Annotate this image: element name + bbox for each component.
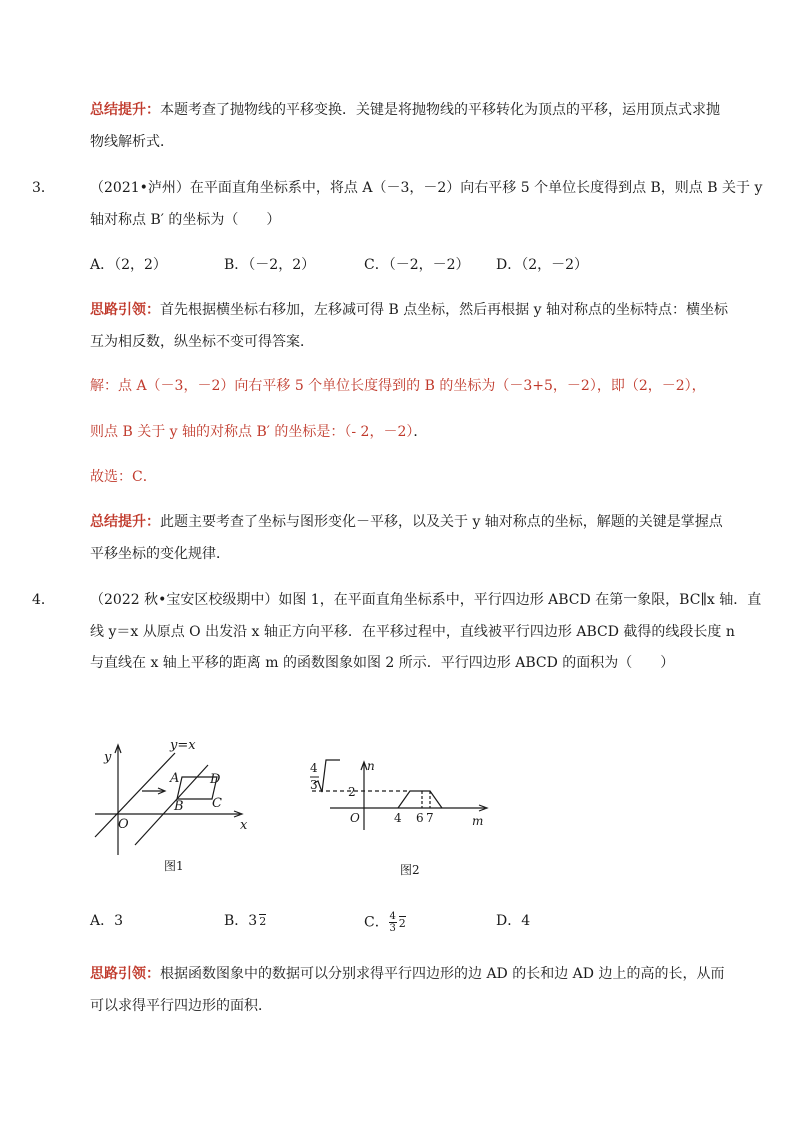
m-axis-label: m [472,814,484,828]
point-a-label: A [170,771,180,786]
fraction-denominator: 3 [389,923,396,934]
question-4-number: 4． [32,592,55,608]
question-4-stem-line-3: 与直线在 x 轴上平移的距离 m 的函数图象如图 2 所示．平行四边形 ABCD 的面积为（ ） [90,655,675,671]
hint-text: 根据函数图象中的数据可以分别求得平行四边形的边 AD 的长和边 AD 边上的高的长，从而 [160,966,725,982]
tick-label-6: 6 [416,811,424,825]
solution-period: ． [413,424,428,440]
option-c-prefix: C． [364,914,389,931]
q4-option-d: D．4 [496,913,531,929]
hint-label: 思路引领： [90,966,160,982]
tick-label-7: 7 [426,811,434,825]
q3-option-a: A．（2，2） [90,257,167,273]
q4-hint-line-2: 可以求得平行四边形的面积． [90,998,272,1014]
point-b-label: B [174,799,184,814]
q3-solution-line-1: 解：点 A（－3，－2）向右平移 5 个单位长度得到的 B 的坐标为（－3+5，－2），即（2，－2）， [90,378,706,394]
option-b-prefix: B．3 [224,913,258,929]
q4-option-a: A．3 [90,913,124,929]
figure-1 [90,735,260,860]
x-axis-label: x [240,818,248,833]
figure-2-caption: 图2 [400,863,420,877]
question-3-stem-line-1: （2021•泸州）在平面直角坐标系中，将点 A（－3，－2）向右平移 5 个单位长度得到点 B，则点 B 关于 y [90,180,763,196]
origin-label: O [118,817,129,832]
option-b-root: 2 [259,915,267,928]
summary-paragraph-1 [90,100,720,120]
summary-text: 本题考查了抛物线的平移变换．关键是将抛物线的平移转化为顶点的平移，运用顶点式求抛 [160,102,720,118]
q4-hint-line-1 [90,964,724,984]
q3-hint-line-2: 互为相反数，纵坐标不变可得答案． [90,334,314,350]
fraction-numerator: 4 [389,911,396,922]
n-axis-label: n [367,759,375,773]
summary-label: 总结提升： [90,514,160,530]
summary-label: 总结提升： [90,102,160,118]
origin-label: O [350,811,360,825]
hint-label: 思路引领： [90,302,160,318]
question-3-stem-line-2: 轴对称点 B′ 的坐标为（ ） [90,212,281,228]
q3-summary-line-2: 平移坐标的变化规律． [90,546,230,562]
function-graph [398,791,442,808]
q4-option-c [364,911,406,934]
option-c-root: 2 [398,916,406,930]
q3-hint-line-1 [90,300,728,320]
q3-summary-line-1 [90,512,723,532]
q3-answer: 故选：C． [90,469,157,485]
solution-result: （- 2，－2） [344,424,414,440]
q3-solution-line-2 [90,422,427,442]
figure-1-caption: 图1 [164,859,184,873]
q3-option-c: C．（－2，－2） [364,257,470,273]
root-value: 2 [348,785,356,799]
tick-label-4: 4 [394,811,402,825]
point-d-label: D [210,772,221,787]
radical-sign [314,760,340,792]
hint-text: 首先根据横坐标右移加，左移减可得 B 点坐标，然后再根据 y 轴对称点的坐标特点：横坐标 [160,302,728,318]
question-4-stem-line-2: 线 y＝x 从原点 O 出发沿 x 轴正方向平移．在平移过程中，直线被平行四边形 ABCD 截得的线段长度 n [90,624,735,640]
line-y-equals-x [95,753,175,837]
line-label: y=x [170,738,196,753]
solution-text: 则点 B 关于 y 轴的对称点 B′ 的坐标是： [90,424,345,440]
point-c-label: C [212,796,222,811]
q4-option-b [224,911,266,932]
fraction-numerator: 4 [310,761,318,775]
y-axis-label: y [104,750,112,765]
summary-text: 此题主要考查了坐标与图形变化－平移，以及关于 y 轴对称点的坐标，解题的关键是掌握点 [160,514,723,530]
figure-2 [310,752,495,832]
summary-line-2: 物线解析式． [90,134,174,150]
option-c-fraction [389,911,397,934]
question-3-number: 3． [32,180,55,196]
fraction-denominator: 3 [310,778,318,792]
question-4-stem-line-1: （2022 秋•宝安区校级期中）如图 1，在平面直角坐标系中，平行四边形 ABCD 在第一象限，BC∥x 轴．直 [90,592,762,608]
q3-option-b: B．（－2，2） [224,257,316,273]
q3-option-d: D．（2，－2） [496,257,589,273]
